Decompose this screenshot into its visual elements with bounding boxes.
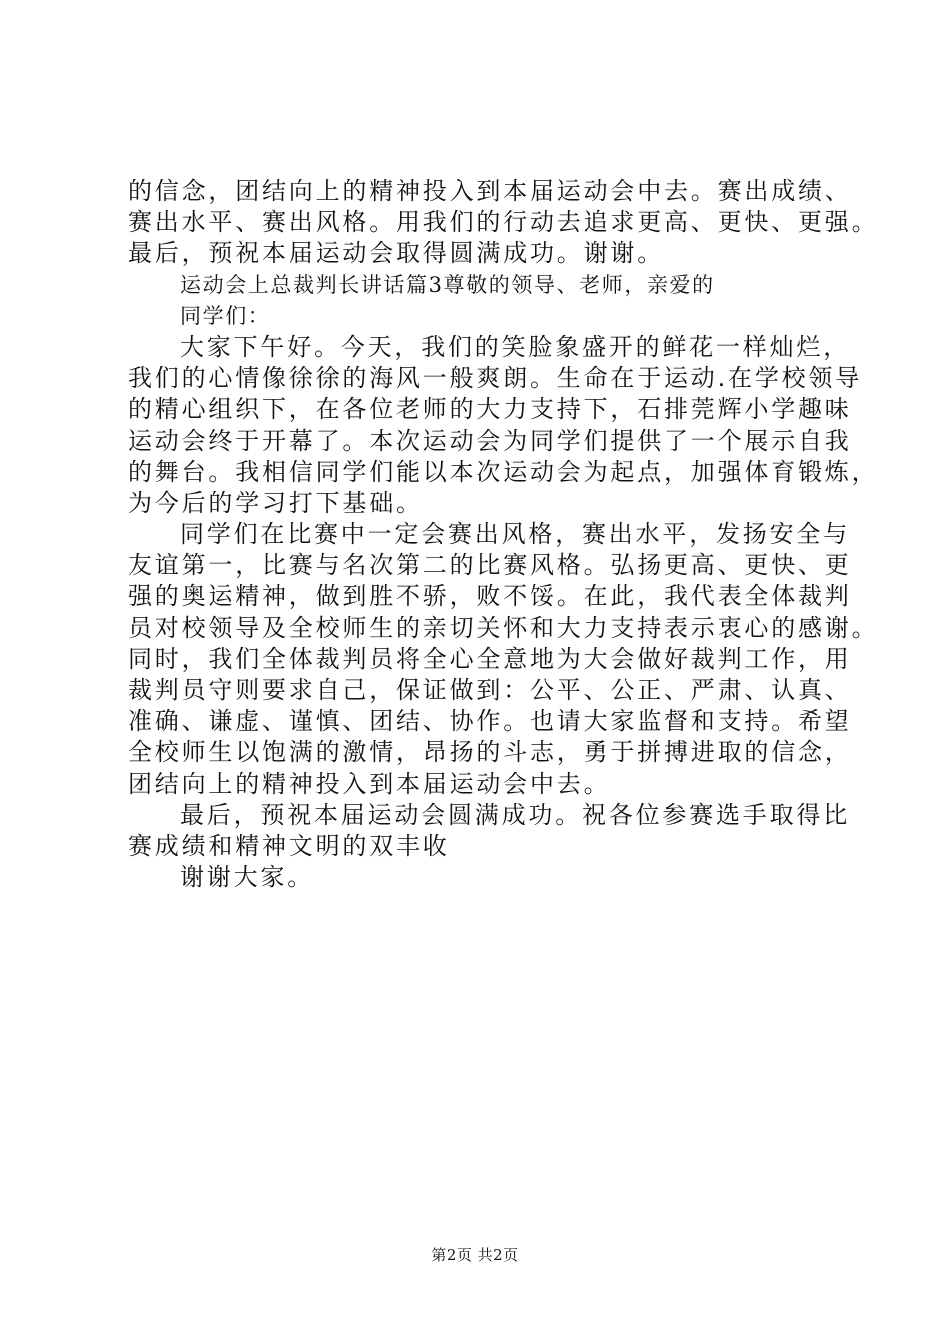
salutation: 同学们：: [180, 303, 271, 328]
text-line: 同时，我们全体裁判员将全心全意地为大会做好裁判工作，用: [128, 644, 852, 673]
text-line: 赛成绩和精神文明的双丰收: [128, 831, 450, 860]
text-line: 最后，预祝本届运动会圆满成功。祝各位参赛选手取得比: [180, 800, 850, 829]
closing-line: 谢谢大家。: [180, 863, 314, 892]
text-line: 员对校领导及全校师生的亲切关怀和大力支持表示衷心的感谢。: [128, 613, 879, 642]
page-number-footer: 第2页 共2页: [431, 1246, 519, 1264]
text-line: 同学们在比赛中一定会赛出风格，赛出水平，发扬安全与: [180, 520, 850, 549]
text-line: 我们的心情像徐徐的海风一般爽朗。生命在于运动.在学校领导: [128, 364, 863, 393]
text-line: 为今后的学习打下基础。: [128, 488, 423, 517]
text-line: 团结向上的精神投入到本届运动会中去。: [128, 769, 611, 798]
section-heading: 运动会上总裁判长讲话篇3尊敬的领导、老师，亲爱的: [180, 272, 715, 297]
text-line: 裁判员守则要求自己，保证做到：公平、公正、严肃、认真、: [128, 676, 852, 704]
text-line: 准确、谦虚、谨慎、团结、协作。也请大家监督和支持。希望: [128, 707, 852, 736]
document-body: [128, 176, 879, 893]
text-line: 全校师生以饱满的激情，昂扬的斗志，勇于拼搏进取的信念，: [128, 738, 852, 767]
text-line: 最后，预祝本届运动会取得圆满成功。谢谢。: [128, 239, 664, 268]
text-line: 强的奥运精神，做到胜不骄，败不馁。在此，我代表全体裁判: [128, 582, 852, 611]
text-line: 的信念，团结向上的精神投入到本届运动会中去。赛出成绩、: [128, 177, 852, 205]
text-line: 的舞台。我相信同学们能以本次运动会为起点，加强体育锻炼，: [128, 457, 879, 486]
text-line: 的精心组织下，在各位老师的大力支持下，石排莞辉小学趣味: [128, 395, 852, 424]
text-line: 友谊第一，比赛与名次第二的比赛风格。弘扬更高、更快、更: [128, 551, 852, 580]
text-line: 运动会终于开幕了。本次运动会为同学们提供了一个展示自我: [128, 426, 852, 455]
text-line: 大家下午好。今天，我们的笑脸象盛开的鲜花一样灿烂，: [180, 332, 850, 361]
text-line: 赛出水平、赛出风格。用我们的行动去追求更高、更快、更强。: [128, 208, 879, 237]
